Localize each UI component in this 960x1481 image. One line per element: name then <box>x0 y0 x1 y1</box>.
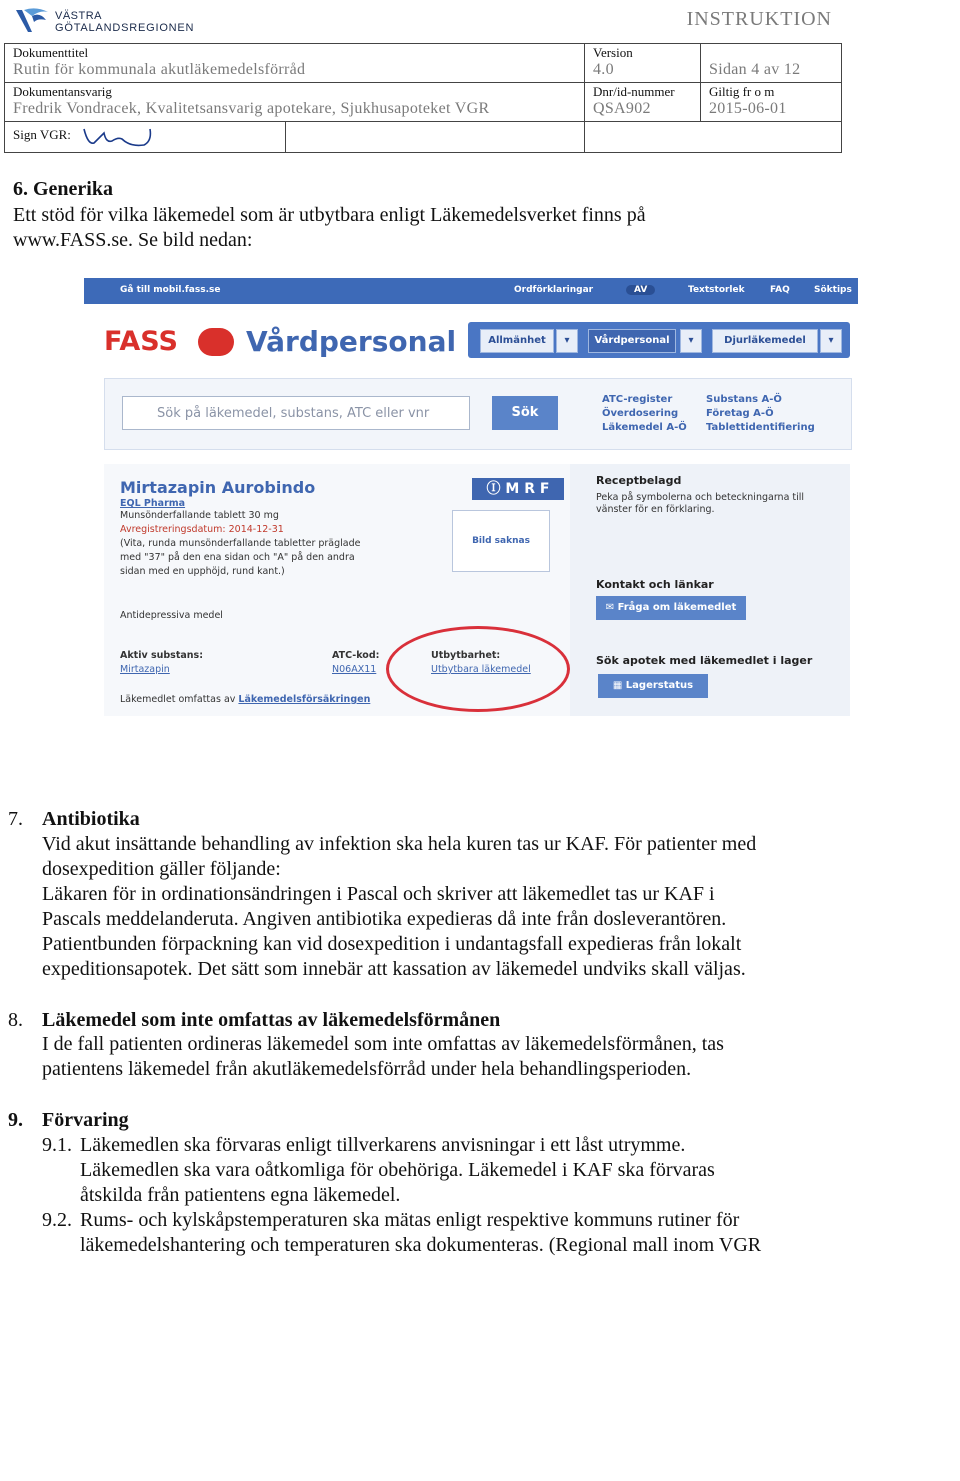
fass-mobile-link[interactable]: Gå till mobil.fass.se <box>120 285 221 295</box>
signature-icon <box>74 123 164 149</box>
atc-code-label: ATC-kod: <box>332 650 380 661</box>
interchangeable-drugs-link[interactable]: Utbytbara läkemedel <box>431 664 531 675</box>
item-9-1-line: Läkemedlen ska förvaras enligt tillverkarens anvisningar i ett låst utrymme. <box>80 1134 686 1156</box>
item-9-1-line: åtskilda från patientens egna läkemedel. <box>80 1184 401 1206</box>
link-substans[interactable]: Substans A-Ö <box>706 394 782 405</box>
item-9-1-line: Läkemedlen ska vara oåtkomliga för obehöriga. Läkemedel i KAF ska förvaras <box>80 1159 715 1181</box>
fass-search-button[interactable]: Sök <box>492 396 558 430</box>
fass-audience-tabs <box>468 322 850 358</box>
responsible-value: Fredrik Vondracek, Kvalitetsansvarig apotekare, Sjukhusapoteket VGR <box>13 100 490 117</box>
section-6-line-1: Ett stöd för vilka läkemedel som är utbytbara enligt Läkemedelsverket finns på <box>13 204 646 226</box>
dnr-label: Dnr/id-nummer <box>593 84 675 99</box>
fass-subtitle: Vårdpersonal <box>246 325 457 358</box>
logo-line-1: VÄSTRA <box>55 10 103 22</box>
link-overdosering[interactable]: Överdosering <box>602 408 679 419</box>
section-8-line: patientens läkemedel från akutläkemedelsförråd under hela behandlingsperioden. <box>42 1058 692 1080</box>
insurance-note <box>120 693 370 707</box>
section-9-number: 9. <box>8 1109 23 1131</box>
rx-title: Receptbelagd <box>596 474 682 487</box>
highlight-ellipse <box>386 626 570 712</box>
fass-toggle[interactable]: AV <box>626 285 655 295</box>
insurance-link[interactable]: Läkemedelsförsäkringen <box>238 694 371 705</box>
drug-dereg-date: Avregistreringsdatum: 2014-12-31 <box>120 524 284 535</box>
version-value: 4.0 <box>593 61 614 78</box>
section-7-line: dosexpedition gäller följande: <box>42 858 281 880</box>
ask-about-drug-button[interactable] <box>596 596 746 620</box>
section-8-number: 8. <box>8 1009 23 1031</box>
stock-status-label: Lagerstatus <box>625 680 694 691</box>
section-8-heading: Läkemedel som inte omfattas av läkemedelsförmånen <box>42 1009 501 1031</box>
tab-allmanhet-dropdown-icon[interactable]: ▾ <box>556 329 578 353</box>
link-lakemedel[interactable]: Läkemedel A-Ö <box>602 422 687 433</box>
section-7-heading: Antibiotika <box>42 808 140 830</box>
page-number: Sidan 4 av 12 <box>709 61 801 78</box>
link-foretag[interactable]: Företag A-Ö <box>706 408 774 419</box>
fass-logo-icon <box>198 328 234 356</box>
ask-about-drug-label: Fråga om läkemedlet <box>617 602 737 613</box>
section-7-line: Läkaren för in ordinationsändringen i Pascal och skriver att läkemedlet tas ur KAF i <box>42 883 715 905</box>
logo-line-2: GÖTALANDSREGIONEN <box>55 22 195 34</box>
rx-text-2: vänster för en förklaring. <box>596 504 715 515</box>
section-7-line: Patientbunden förpackning kan vid dosexpedition i undantagsfall expedieras från lokalt <box>42 933 742 955</box>
fass-faq[interactable]: FAQ <box>770 285 790 295</box>
active-substance-link[interactable]: Mirtazapin <box>120 664 170 675</box>
mail-icon: ✉ <box>605 602 618 613</box>
section-6-heading: 6. Generika <box>13 178 113 200</box>
link-tablettidentifiering[interactable]: Tablettidentifiering <box>706 422 815 433</box>
document-type: INSTRUKTION <box>686 8 832 30</box>
insurance-prefix: Läkemedlet omfattas av <box>120 694 239 705</box>
stock-status-button[interactable] <box>598 674 708 698</box>
title-value: Rutin för kommunala akutläkemedelsförråd <box>13 61 306 78</box>
version-label: Version <box>593 45 633 60</box>
section-8-line: I de fall patienten ordineras läkemedel som inte omfattas av läkemedelsförmånen, tas <box>42 1033 724 1055</box>
drug-company[interactable]: EQL Pharma <box>120 498 186 509</box>
fass-textstorlek[interactable]: Textstorlek <box>688 285 745 295</box>
drug-name[interactable]: Mirtazapin Aurobindo <box>120 478 316 497</box>
fass-ordforklaringar[interactable]: Ordförklaringar <box>514 285 594 295</box>
section-6-line-2: www.FASS.se. Se bild nedan: <box>13 229 253 251</box>
fass-top-bar <box>84 278 858 304</box>
section-9-heading: Förvaring <box>42 1109 129 1131</box>
fass-logo: FASS <box>104 326 178 357</box>
section-7-number: 7. <box>8 808 23 830</box>
item-9-1-number: 9.1. <box>42 1134 72 1156</box>
tab-vardpersonal-dropdown-icon[interactable]: ▾ <box>680 329 702 353</box>
section-7-line: Pascals meddelanderuta. Angiven antibiotika expedieras då inte från dosleverantören. <box>42 908 727 930</box>
responsible-label: Dokumentansvarig <box>13 84 112 99</box>
contact-title: Kontakt och länkar <box>596 578 714 591</box>
drug-category: Antidepressiva medel <box>120 610 223 621</box>
sign-label: Sign VGR: <box>13 126 71 142</box>
fass-soktips[interactable]: Söktips <box>814 285 852 295</box>
document-header-table <box>4 43 842 153</box>
tab-allmanhet[interactable]: Allmänhet <box>480 329 554 353</box>
fass-screenshot <box>84 278 858 723</box>
valid-from-label: Giltig fr o m <box>709 84 775 99</box>
atc-code-link[interactable]: N06AX11 <box>332 664 377 675</box>
vgr-logo-icon <box>14 6 52 36</box>
item-9-2-line: Rums- och kylskåpstemperaturen ska mätas enligt respektive kommuns rutiner för <box>80 1209 740 1231</box>
rx-badge[interactable]: Ⓘ M R F <box>472 478 564 500</box>
item-9-2-number: 9.2. <box>42 1209 72 1231</box>
no-image-placeholder: Bild saknas <box>452 510 550 572</box>
section-7-line: Vid akut insättande behandling av infektion ska hela kuren tas ur KAF. För patienter med <box>42 833 757 855</box>
tab-djurlakemedel-dropdown-icon[interactable]: ▾ <box>820 329 842 353</box>
rx-text-1: Peka på symbolerna och beteckningarna till <box>596 492 805 503</box>
drug-desc-3: sidan med en upphöjd, rund kant.) <box>120 566 285 577</box>
title-label: Dokumenttitel <box>13 45 89 60</box>
tab-vardpersonal[interactable]: Vårdpersonal <box>588 329 676 353</box>
pharmacy-title: Sök apotek med läkemedlet i lager <box>596 654 813 667</box>
section-7-line: expeditionsapotek. Det sätt som innebär att kassation av läkemedel undviks skall väljas. <box>42 958 746 980</box>
drug-desc-2: med "37" på den ena sidan och "A" på den andra <box>120 552 355 563</box>
stock-icon: ▦ <box>612 680 626 691</box>
dnr-value: QSA902 <box>593 100 651 117</box>
valid-from-value: 2015-06-01 <box>709 100 787 117</box>
active-substance-label: Aktiv substans: <box>120 650 204 661</box>
link-atc-register[interactable]: ATC-register <box>602 394 673 405</box>
tab-djurlakemedel[interactable]: Djurläkemedel <box>712 329 818 353</box>
interchangeability-label: Utbytbarhet: <box>431 650 501 661</box>
drug-desc-1: (Vita, runda munsönderfallande tabletter präglade <box>120 538 361 549</box>
item-9-2-line: läkemedelshantering och temperaturen ska dokumenteras. (Regional mall inom VGR <box>80 1234 762 1256</box>
fass-search-input[interactable]: Sök på läkemedel, substans, ATC eller vnr <box>122 396 470 430</box>
drug-form: Munsönderfallande tablett 30 mg <box>120 510 279 521</box>
